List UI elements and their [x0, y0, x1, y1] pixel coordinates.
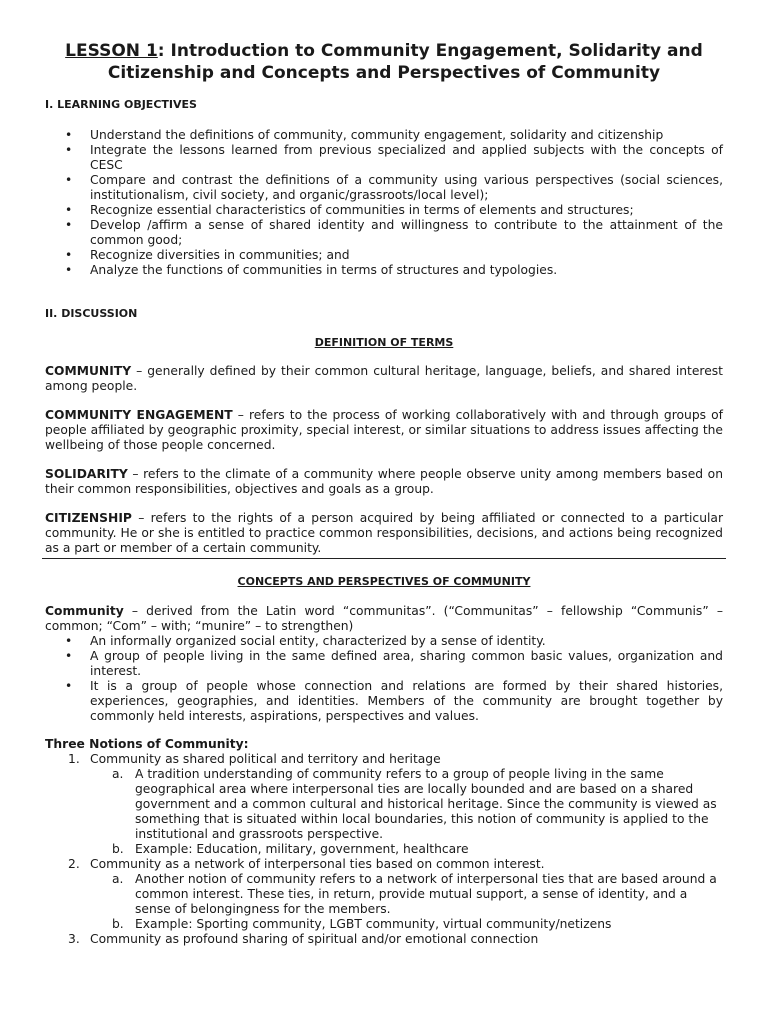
lesson-title — [45, 0, 723, 84]
title-line-2: Citizenship and Concepts and Perspectives of Community — [107, 63, 661, 83]
subitem-text: A tradition understanding of community refers to a group of people living in the same geographical area where interpersonal ties are locally bounded and are based on a shared government and a common cultural and historical heritage. Since the community is viewed as something that is situated within local boundaries, this notion of community is applied to the institutional and grassroots perspective. — [135, 767, 717, 841]
subitem-text: Another notion of community refers to a network of interpersonal ties that are based around a common interest. These ties, in return, provide mutual support, a sense of identity, and a sense of belongingness for the members. — [135, 872, 717, 916]
notion-subitem — [90, 842, 723, 857]
list-item: • Recognize diversities in communities; and — [45, 248, 723, 263]
notion-item — [45, 932, 723, 947]
notion-subitem — [90, 917, 723, 932]
subitem-text: Example: Sporting community, LGBT community, virtual community/netizens — [135, 917, 612, 931]
notion-subitem — [90, 767, 723, 842]
term-label: CITIZENSHIP — [45, 511, 132, 525]
title-colon: : — [157, 41, 165, 61]
subitem-letter: a. — [112, 767, 124, 781]
definition-community-engagement — [45, 408, 723, 453]
list-item: • Analyze the functions of communities in terms of structures and typologies. — [45, 263, 723, 278]
notion-item — [45, 752, 723, 857]
term-text: – refers to the rights of a person acquired by being affiliated or connected to a particular community. He or she is entitled to practice common responsibilities, decisions, and actions being recognized as a part or member of a certain community. — [45, 511, 723, 555]
objectives-heading: I. LEARNING OBJECTIVES — [45, 98, 197, 111]
term-text: – refers to the process of working collaboratively with and through groups of people affiliated by geographic proximity, special interest, or similar situations to address issues affecting the wellbeing of those people concerned. — [45, 408, 723, 452]
term-label: Community — [45, 604, 124, 618]
section-divider — [42, 558, 726, 559]
subitem-letter: b. — [112, 917, 124, 931]
list-item: • It is a group of people whose connection and relations are formed by their shared histories, experiences, geographies, and identities. Members of the community are brought together by commonly held interests, aspirations, perspectives and values. — [45, 679, 723, 724]
term-label: COMMUNITY — [45, 364, 132, 378]
term-text: – refers to the climate of a community where people observe unity among members based on their common responsibilities, objectives and goals as a group. — [45, 467, 723, 496]
list-item: • Recognize essential characteristics of communities in terms of elements and structures; — [45, 203, 723, 218]
definition-community — [45, 364, 723, 394]
term-label: COMMUNITY ENGAGEMENT — [45, 408, 233, 422]
notions-list — [45, 752, 723, 947]
community-bullets — [45, 634, 723, 724]
notion-number: 1. — [68, 752, 80, 766]
term-text: – derived from the Latin word “communitas”. (“Communitas” – fellowship “Communis” – common; “Com” – with; “munire” – to strengthen) — [45, 604, 723, 633]
notion-subitem — [90, 872, 723, 917]
concepts-heading: CONCEPTS AND PERSPECTIVES OF COMMUNITY — [237, 575, 531, 588]
notion-number: 2. — [68, 857, 80, 871]
title-line-1: Introduction to Community Engagement, Solidarity and — [164, 41, 703, 61]
term-text: – generally defined by their common cultural heritage, language, beliefs, and shared interest among people. — [45, 364, 723, 393]
notion-text: Community as shared political and territory and heritage — [90, 752, 441, 766]
notions-heading: Three Notions of Community: — [45, 737, 249, 751]
term-label: SOLIDARITY — [45, 467, 128, 481]
notion-item — [45, 857, 723, 932]
notion-sublist — [90, 872, 723, 932]
discussion-heading: II. DISCUSSION — [45, 307, 138, 320]
notion-text: Community as a network of interpersonal ties based on common interest. — [90, 857, 545, 871]
objectives-list — [45, 128, 723, 278]
list-item: • Understand the definitions of community, community engagement, solidarity and citizenship — [45, 128, 723, 143]
notion-sublist — [90, 767, 723, 857]
list-item: • Compare and contrast the definitions of a community using various perspectives (social sciences, institutionalism, civil society, and organic/grassroots/local level); — [45, 173, 723, 203]
community-etymology — [45, 604, 723, 634]
definitions-heading: DEFINITION OF TERMS — [314, 336, 454, 349]
list-item: • Develop /affirm a sense of shared identity and willingness to contribute to the attainment of the common good; — [45, 218, 723, 248]
definition-citizenship — [45, 511, 723, 556]
subitem-letter: b. — [112, 842, 124, 856]
list-item: • An informally organized social entity, characterized by a sense of identity. — [45, 634, 723, 649]
subitem-letter: a. — [112, 872, 124, 886]
lesson-number: LESSON 1 — [65, 41, 158, 61]
list-item: • A group of people living in the same defined area, sharing common basic values, organization and interest. — [45, 649, 723, 679]
subitem-text: Example: Education, military, government, healthcare — [135, 842, 469, 856]
definition-solidarity — [45, 467, 723, 497]
list-item: • Integrate the lessons learned from previous specialized and applied subjects with the concepts of CESC — [45, 143, 723, 173]
notion-number: 3. — [68, 932, 80, 946]
notion-text: Community as profound sharing of spiritual and/or emotional connection — [90, 932, 539, 946]
